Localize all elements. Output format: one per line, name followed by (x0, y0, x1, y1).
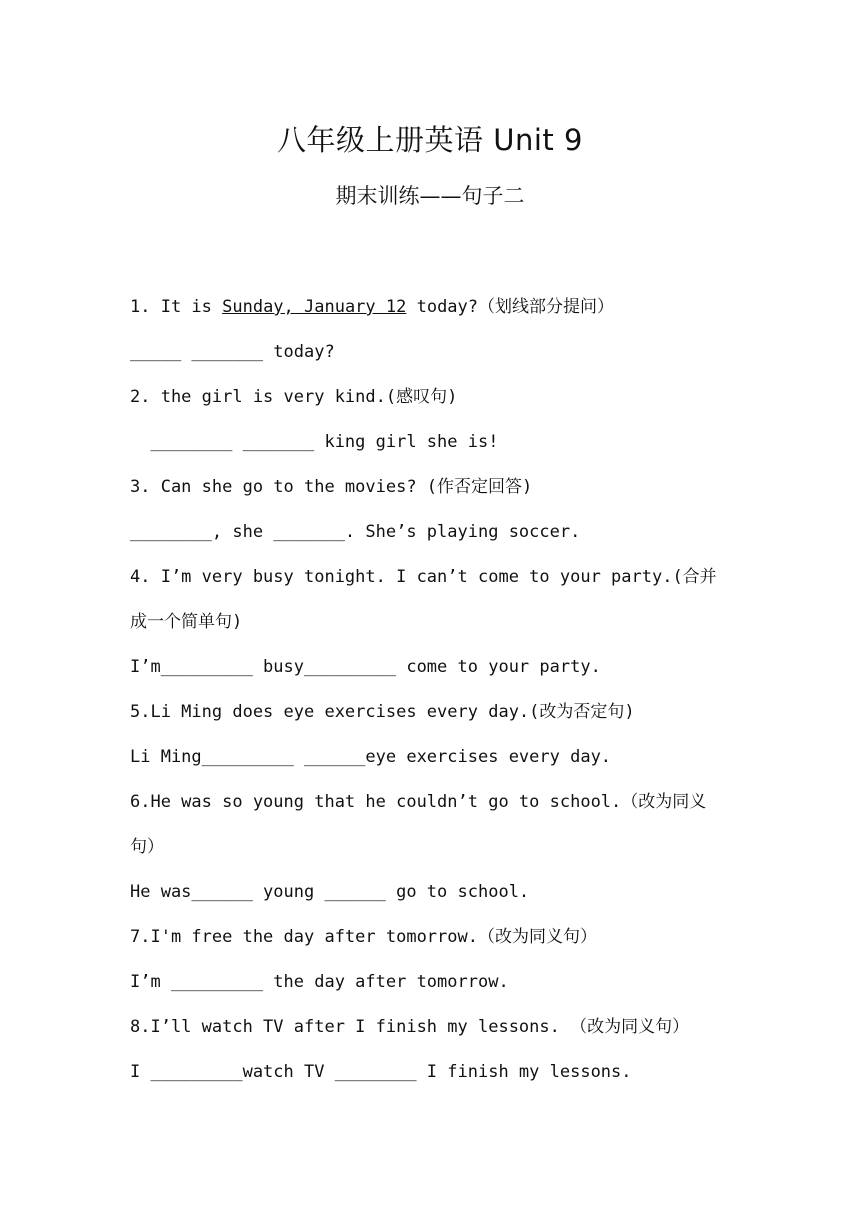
question-8: 8.I’ll watch TV after I finish my lessons. （改为同义句） (130, 1017, 690, 1037)
answer-8: I _________watch TV ________ I finish my lessons. (130, 1062, 632, 1082)
question-6-continued: 句） (130, 837, 164, 857)
question-3: 3. Can she go to the movies? (作否定回答) (130, 477, 533, 497)
question-6: 6.He was so young that he couldn’t go to school.（改为同义 (130, 792, 707, 812)
answer-7: I’m _________ the day after tomorrow. (130, 972, 509, 992)
answer-4: I’m_________ busy_________ come to your party. (130, 657, 601, 677)
answer-3: ________, she _______. She’s playing soccer. (130, 522, 581, 542)
question-2: 2. the girl is very kind.(感叹句) (130, 387, 458, 407)
question-1 (130, 295, 614, 319)
page-subtitle: 期末训练——句子二 (335, 184, 525, 208)
question-5: 5.Li Ming does eye exercises every day.(改为否定句) (130, 702, 635, 722)
answer-1: _____ _______ today? (130, 342, 335, 362)
question-4: 4. I’m very busy tonight. I can’t come to your party.(合并 (130, 567, 717, 587)
question-7: 7.I'm free the day after tomorrow.（改为同义句） (130, 927, 597, 947)
question-1-text-end: today?（划线部分提问） (406, 297, 615, 317)
question-4-continued: 成一个简单句) (130, 612, 243, 632)
answer-5: Li Ming_________ ______eye exercises every day. (130, 747, 612, 767)
answer-2: ________ _______ king girl she is! (130, 432, 499, 452)
question-1-underlined-text: Sunday, January 12 (222, 297, 407, 317)
question-1-text-start: 1. It is (130, 297, 223, 317)
page-title: 八年级上册英语 Unit 9 (277, 123, 583, 157)
answer-6: He was______ young ______ go to school. (130, 882, 530, 902)
